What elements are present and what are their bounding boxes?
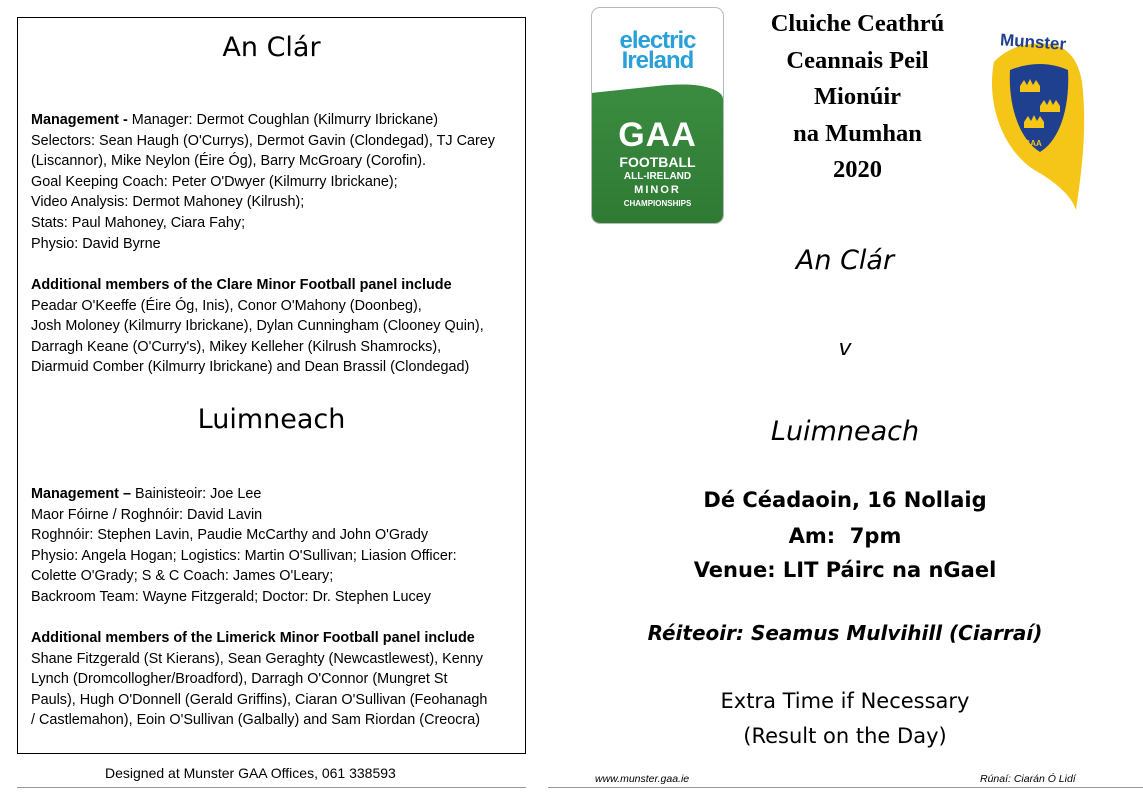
team2-name: Luimneach [770,416,920,447]
title-line: Cluiche Ceathrú [770,10,945,37]
gaa-wordmark: GAA [618,116,697,154]
clare-video-line: Video Analysis: Dermot Mahoney (Kilrush); [31,194,305,211]
limerick-management-block [31,484,521,608]
result-line: (Result on the Day) [743,724,947,748]
limerick-panel-line: Lynch (Dromcollogher/Broadford), Darragh O'Connor (Mungret St [31,671,448,688]
title-line: 2020 [833,156,882,183]
clare-panel-line: Diarmuid Comber (Kilmurry Ibrickane) and Dean Brassil (Clondegad) [31,359,470,376]
munster-crest-gaa: GAA [1024,139,1042,148]
clare-management-block [31,110,521,254]
website-link[interactable]: www.munster.gaa.ie [595,773,690,785]
right-footer-divider [548,787,1143,788]
electric-ireland-gaa-logo [591,7,724,224]
match-title [755,6,960,189]
versus-label: v [838,336,852,361]
limerick-manager-line: Bainisteoir: Joe Lee [134,486,262,502]
limerick-backroom-line: Backroom Team: Wayne Fitzgerald; Doctor: Dr. Stephen Lucey [31,588,431,605]
title-line: Mionúir [813,83,902,110]
all-ireland-label: ALL-IRELAND [623,171,692,182]
clare-panel-line: Darragh Keane (O'Curry's), Mikey Kelleher (Kilrush Shamrocks), [31,338,442,355]
clare-management-label: Management - [31,112,128,128]
clare-physio-line: Physio: David Byrne [31,235,161,252]
limerick-heading: Luimneach [197,404,346,435]
clare-manager-line: Manager: Dermot Coughlan (Kilmurry Ibrickane) [131,112,439,128]
extra-time-line: Extra Time if Necessary [720,689,970,713]
limerick-panel-line: Pauls), Hugh O'Donnell (Gerald Griffins), Ciaran O'Sullivan (Feohanagh [31,691,488,708]
match-time: Am: 7pm [788,524,902,548]
clare-panel-line: Josh Moloney (Kilmurry Ibrickane), Dylan Cunningham (Clooney Quin), [31,318,484,335]
football-label: FOOTBALL [619,154,696,170]
limerick-roghnoir-line: Roghnóir: Stephen Lavin, Paudie McCarthy and John O'Grady [31,527,429,544]
electric-ireland-line1: electric [619,27,696,54]
designed-at-footer: Designed at Munster GAA Offices, 061 338593 [105,765,396,781]
clare-heading: An Clár [222,32,321,63]
left-footer-divider [17,787,526,788]
electric-ireland-line2: Ireland [621,47,694,74]
limerick-maor-line: Maor Fóirne / Roghnóir: David Lavin [31,506,263,523]
clare-gk-coach-line: Goal Keeping Coach: Peter O'Dwyer (Kilmurry Ibrickane); [31,173,398,190]
limerick-panel-heading: Additional members of the Limerick Minor Football panel include [31,630,475,646]
limerick-coach-line: Colette O'Grady; S & C Coach: James O'Leary; [31,568,334,585]
munster-crest-text: Munster [999,30,1067,54]
title-line: Ceannais Peil [786,46,929,74]
secretary-credit: Rúnaí: Ciarán Ó Lidí [980,773,1076,785]
limerick-panel-line: Shane Fitzgerald (St Kierans), Sean Geraghty (Newcastlewest), Kenny [31,650,483,667]
minor-label: MINOR [634,184,681,196]
clare-panel-block [31,275,521,378]
munster-crest-logo [980,22,1088,212]
clare-panel-heading: Additional members of the Clare Minor Football panel include [31,277,452,293]
referee-line: Réiteoir: Seamus Mulvihill (Ciarraí) [647,621,1043,645]
clare-stats-line: Stats: Paul Mahoney, Ciara Fahy; [31,214,246,231]
clare-selectors-line: Selectors: Sean Haugh (O'Currys), Dermot Gavin (Clondegad), TJ Carey [31,132,495,149]
clare-panel-line: Peadar O'Keeffe (Éire Óg, Inis), Conor O'Mahony (Doonbeg), [31,297,422,314]
clare-selectors-line-2: (Liscannor), Mike Neylon (Éire Óg), Barry McGroary (Corofin). [31,153,427,170]
title-line: na Mumhan [793,119,922,147]
championships-label: CHAMPIONSHIPS [623,199,692,208]
match-date: Dé Céadaoin, 16 Nollaig [703,488,987,512]
match-venue: Venue: LIT Páirc na nGael [693,558,997,582]
team1-name: An Clár [795,245,895,276]
team-sheet-box [17,17,526,754]
limerick-physio-line: Physio: Angela Hogan; Logistics: Martin O'Sullivan; Liasion Officer: [31,547,457,564]
limerick-panel-block [31,628,521,731]
limerick-management-label: Management – [31,486,131,502]
limerick-panel-line: / Castlemahon), Eoin O'Sullivan (Galbally) and Sam Riordan (Creocra) [31,712,481,729]
